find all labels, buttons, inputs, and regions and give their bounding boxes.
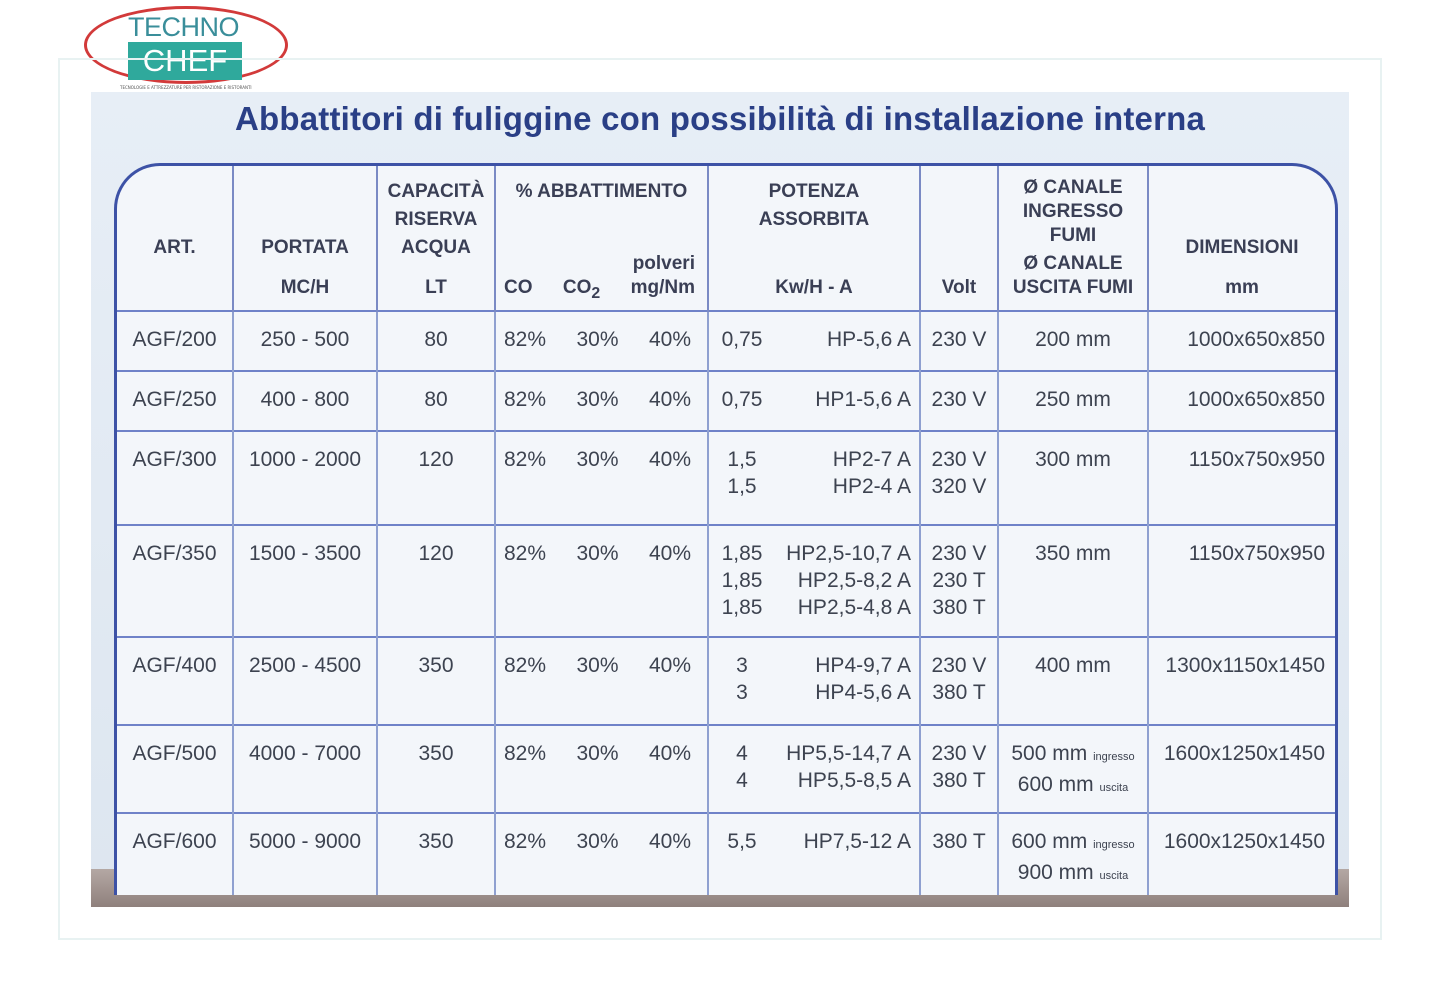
canale-line: [999, 828, 1147, 859]
cell-canale: [998, 311, 1148, 371]
table-row: [117, 371, 1335, 431]
cell-art: AGF/400: [117, 637, 233, 725]
spec-table: [117, 166, 1335, 895]
header-abbattimento-label: % ABBATTIMENTO: [515, 181, 688, 202]
canale-value: 200 mm: [1035, 328, 1111, 351]
table-row: [117, 637, 1335, 725]
header-canale-line3: FUMI: [1049, 225, 1097, 246]
cell-co2: 30%: [576, 742, 619, 765]
canale-note: uscita: [1099, 782, 1129, 794]
table-row: [117, 525, 1335, 637]
canale-value: 300 mm: [1035, 448, 1111, 471]
volt-value: 320 V: [931, 475, 987, 498]
header-potenza-line1: POTENZA: [768, 181, 860, 202]
potenza-kw: 3: [736, 654, 748, 677]
potenza-line: [717, 567, 911, 594]
potenza-kw: 4: [736, 742, 748, 765]
cell-portata: 2500 - 4500: [233, 637, 377, 725]
volt-value: 380 T: [932, 830, 986, 853]
header-portata-unit: MC/H: [280, 277, 330, 298]
cell-capacita: 80: [377, 371, 495, 431]
cell-art: AGF/300: [117, 431, 233, 525]
header-row: [117, 166, 1335, 311]
cell-capacita: 350: [377, 813, 495, 895]
page-title: Abbattitori di fuliggine con possibilità di installazione interna: [234, 100, 1206, 137]
canale-line: [999, 652, 1147, 683]
volt-value: 230 V: [931, 542, 987, 565]
cell-co: 82%: [504, 742, 547, 765]
cell-abbattimento: [495, 371, 708, 431]
header-capacita: [377, 166, 495, 311]
canale-value: 250 mm: [1035, 388, 1111, 411]
cell-portata: 400 - 800: [233, 371, 377, 431]
potenza-hp: HP-5,6 A: [826, 328, 911, 351]
cell-co: 82%: [504, 388, 547, 411]
canale-note: ingresso: [1093, 751, 1135, 763]
header-co: CO: [504, 277, 533, 298]
table-row: [117, 813, 1335, 895]
volt-value: 230 V: [931, 448, 987, 471]
potenza-kw: 1,85: [721, 596, 763, 619]
cell-capacita: 350: [377, 725, 495, 813]
cell-canale: [998, 725, 1148, 813]
header-canale-line4: Ø CANALE: [1023, 253, 1123, 274]
cell-capacita: 120: [377, 431, 495, 525]
potenza-hp: HP2,5-4,8 A: [797, 596, 911, 619]
cell-polveri: 40%: [648, 830, 691, 853]
cell-art: AGF/200: [117, 311, 233, 371]
cell-co: 82%: [504, 542, 547, 565]
canale-line: [999, 326, 1147, 357]
volt-value: 380 T: [932, 769, 986, 792]
cell-dimensioni: 1600x1250x1450: [1148, 725, 1335, 813]
header-potenza: [708, 166, 920, 311]
cell-co: 82%: [504, 654, 547, 677]
cell-portata: 1000 - 2000: [233, 431, 377, 525]
header-potenza-unit: Kw/H - A: [775, 277, 853, 298]
cell-co2: 30%: [576, 830, 619, 853]
cell-portata: 5000 - 9000: [233, 813, 377, 895]
header-polveri: polveri: [632, 253, 695, 274]
logo-tagline: TECNOLOGIE E ATTREZZATURE PER RISTORAZIONE E RISTORANTI: [120, 85, 252, 90]
header-portata-label: PORTATA: [261, 237, 349, 258]
canale-value: 600 mm: [1017, 773, 1094, 796]
potenza-hp: HP5,5-8,5 A: [797, 769, 911, 792]
potenza-kw: 0,75: [721, 328, 763, 351]
cell-co2: 30%: [576, 388, 619, 411]
cell-art: AGF/600: [117, 813, 233, 895]
volt-value: 230 V: [931, 328, 987, 351]
cell-dimensioni: 1000x650x850: [1148, 311, 1335, 371]
potenza-line: [717, 740, 911, 767]
potenza-line: [717, 679, 911, 706]
cell-volt: [920, 725, 998, 813]
potenza-hp: HP2-4 A: [832, 475, 911, 498]
potenza-kw: 0,75: [721, 388, 763, 411]
spec-table-container: [114, 163, 1338, 895]
potenza-kw: 1,5: [727, 448, 757, 471]
potenza-kw: 1,5: [727, 475, 757, 498]
cell-abbattimento: [495, 725, 708, 813]
potenza-line: [717, 767, 911, 794]
cell-abbattimento: [495, 813, 708, 895]
cell-co2: 30%: [576, 654, 619, 677]
canale-line: [999, 446, 1147, 477]
header-capacita-unit: LT: [425, 277, 447, 298]
canale-line: [999, 740, 1147, 771]
cell-canale: [998, 431, 1148, 525]
cell-potenza: [708, 637, 920, 725]
header-volt: [920, 166, 998, 311]
cell-co: 82%: [504, 830, 547, 853]
potenza-line: [717, 326, 911, 353]
table-row: [117, 725, 1335, 813]
cell-dimensioni: 1300x1150x1450: [1148, 637, 1335, 725]
potenza-hp: HP1-5,6 A: [815, 388, 911, 411]
cell-potenza: [708, 725, 920, 813]
potenza-hp: HP2,5-8,2 A: [797, 569, 911, 592]
cell-volt: [920, 813, 998, 895]
cell-art: AGF/500: [117, 725, 233, 813]
header-potenza-line2: ASSORBITA: [758, 209, 870, 230]
volt-value: 230 V: [931, 388, 987, 411]
header-capacita-line2: RISERVA: [394, 209, 478, 230]
cell-volt: [920, 371, 998, 431]
cell-capacita: 80: [377, 311, 495, 371]
cell-co2: 30%: [576, 542, 619, 565]
cell-polveri: 40%: [648, 328, 691, 351]
potenza-kw: 3: [736, 681, 748, 704]
cell-dimensioni: 1150x750x950: [1148, 431, 1335, 525]
cell-polveri: 40%: [648, 542, 691, 565]
volt-value: 230 V: [931, 654, 987, 677]
header-canale-line2: INGRESSO: [1022, 201, 1124, 222]
table-row: [117, 431, 1335, 525]
cell-portata: 1500 - 3500: [233, 525, 377, 637]
cell-potenza: [708, 431, 920, 525]
canale-line: [999, 859, 1147, 890]
canale-note: uscita: [1099, 870, 1129, 882]
canale-value: 500 mm: [1011, 742, 1088, 765]
cell-volt: [920, 431, 998, 525]
canale-value: 600 mm: [1011, 830, 1088, 853]
cell-canale: [998, 813, 1148, 895]
header-art: [117, 166, 233, 311]
canale-value: 900 mm: [1017, 861, 1094, 884]
potenza-line: [717, 652, 911, 679]
potenza-kw: 1,85: [721, 542, 763, 565]
potenza-line: [717, 473, 911, 500]
header-volt-label: Volt: [941, 277, 977, 298]
cell-capacita: 120: [377, 525, 495, 637]
cell-potenza: [708, 311, 920, 371]
cell-abbattimento: [495, 637, 708, 725]
potenza-line: [717, 540, 911, 567]
cell-co: 82%: [504, 328, 547, 351]
header-canale-line5: USCITA FUMI: [1012, 277, 1134, 298]
header-canale: [998, 166, 1148, 311]
logo-techno-text: TECHNO: [128, 12, 239, 42]
volt-value: 230 V: [931, 742, 987, 765]
canale-line: [999, 386, 1147, 417]
cell-art: AGF/350: [117, 525, 233, 637]
cell-dimensioni: 1000x650x850: [1148, 371, 1335, 431]
header-co2: $CO_2$: [562, 277, 601, 302]
cell-canale: [998, 525, 1148, 637]
header-canale-line1: Ø CANALE: [1023, 177, 1123, 198]
potenza-hp: HP5,5-14,7 A: [786, 742, 911, 765]
header-capacita-line1: CAPACITÀ: [387, 181, 485, 202]
potenza-line: [717, 446, 911, 473]
canale-note: ingresso: [1093, 839, 1135, 851]
potenza-hp: HP7,5-12 A: [803, 830, 911, 853]
cell-polveri: 40%: [648, 388, 691, 411]
potenza-kw: 1,85: [721, 569, 763, 592]
cell-polveri: 40%: [648, 742, 691, 765]
header-co2-subscript: 2: [591, 284, 601, 302]
table-row: [117, 311, 1335, 371]
cell-portata: 4000 - 7000: [233, 725, 377, 813]
potenza-kw: 4: [736, 769, 748, 792]
logo-chef-text: CHEF: [128, 42, 242, 80]
volt-value: 380 T: [932, 681, 986, 704]
cell-volt: [920, 311, 998, 371]
header-dimensioni-unit: mm: [1225, 277, 1259, 298]
canale-line: [999, 540, 1147, 571]
header-art-label: ART.: [153, 237, 196, 258]
potenza-line: [717, 386, 911, 413]
header-portata: [233, 166, 377, 311]
header-abbattimento: [495, 166, 708, 311]
cell-polveri: 40%: [648, 448, 691, 471]
cell-potenza: [708, 371, 920, 431]
header-capacita-line3: ACQUA: [401, 237, 471, 258]
cell-abbattimento: [495, 311, 708, 371]
cell-volt: [920, 525, 998, 637]
cell-volt: [920, 637, 998, 725]
cell-portata: 250 - 500: [233, 311, 377, 371]
cell-potenza: [708, 525, 920, 637]
cell-canale: [998, 637, 1148, 725]
potenza-hp: HP2-7 A: [832, 448, 911, 471]
cell-abbattimento: [495, 431, 708, 525]
volt-value: 380 T: [932, 596, 986, 619]
cell-abbattimento: [495, 525, 708, 637]
header-polveri-unit: mg/Nm: [630, 277, 695, 298]
potenza-kw: 5,5: [727, 830, 757, 853]
canale-value: 400 mm: [1035, 654, 1111, 677]
cell-co: 82%: [504, 448, 547, 471]
canale-value: 350 mm: [1035, 542, 1111, 565]
cell-polveri: 40%: [648, 654, 691, 677]
header-dimensioni: [1148, 166, 1335, 311]
header-dimensioni-label: DIMENSIONI: [1185, 237, 1299, 258]
cell-co2: 30%: [576, 328, 619, 351]
canale-line: [999, 771, 1147, 802]
potenza-hp: HP4-5,6 A: [815, 681, 911, 704]
potenza-line: [717, 594, 911, 621]
cell-co2: 30%: [576, 448, 619, 471]
potenza-hp: HP2,5-10,7 A: [786, 542, 911, 565]
cell-art: AGF/250: [117, 371, 233, 431]
cell-dimensioni: 1600x1250x1450: [1148, 813, 1335, 895]
potenza-hp: HP4-9,7 A: [815, 654, 911, 677]
cell-capacita: 350: [377, 637, 495, 725]
cell-canale: [998, 371, 1148, 431]
cell-dimensioni: 1150x750x950: [1148, 525, 1335, 637]
potenza-line: [717, 828, 911, 855]
cell-potenza: [708, 813, 920, 895]
volt-value: 230 T: [932, 569, 986, 592]
